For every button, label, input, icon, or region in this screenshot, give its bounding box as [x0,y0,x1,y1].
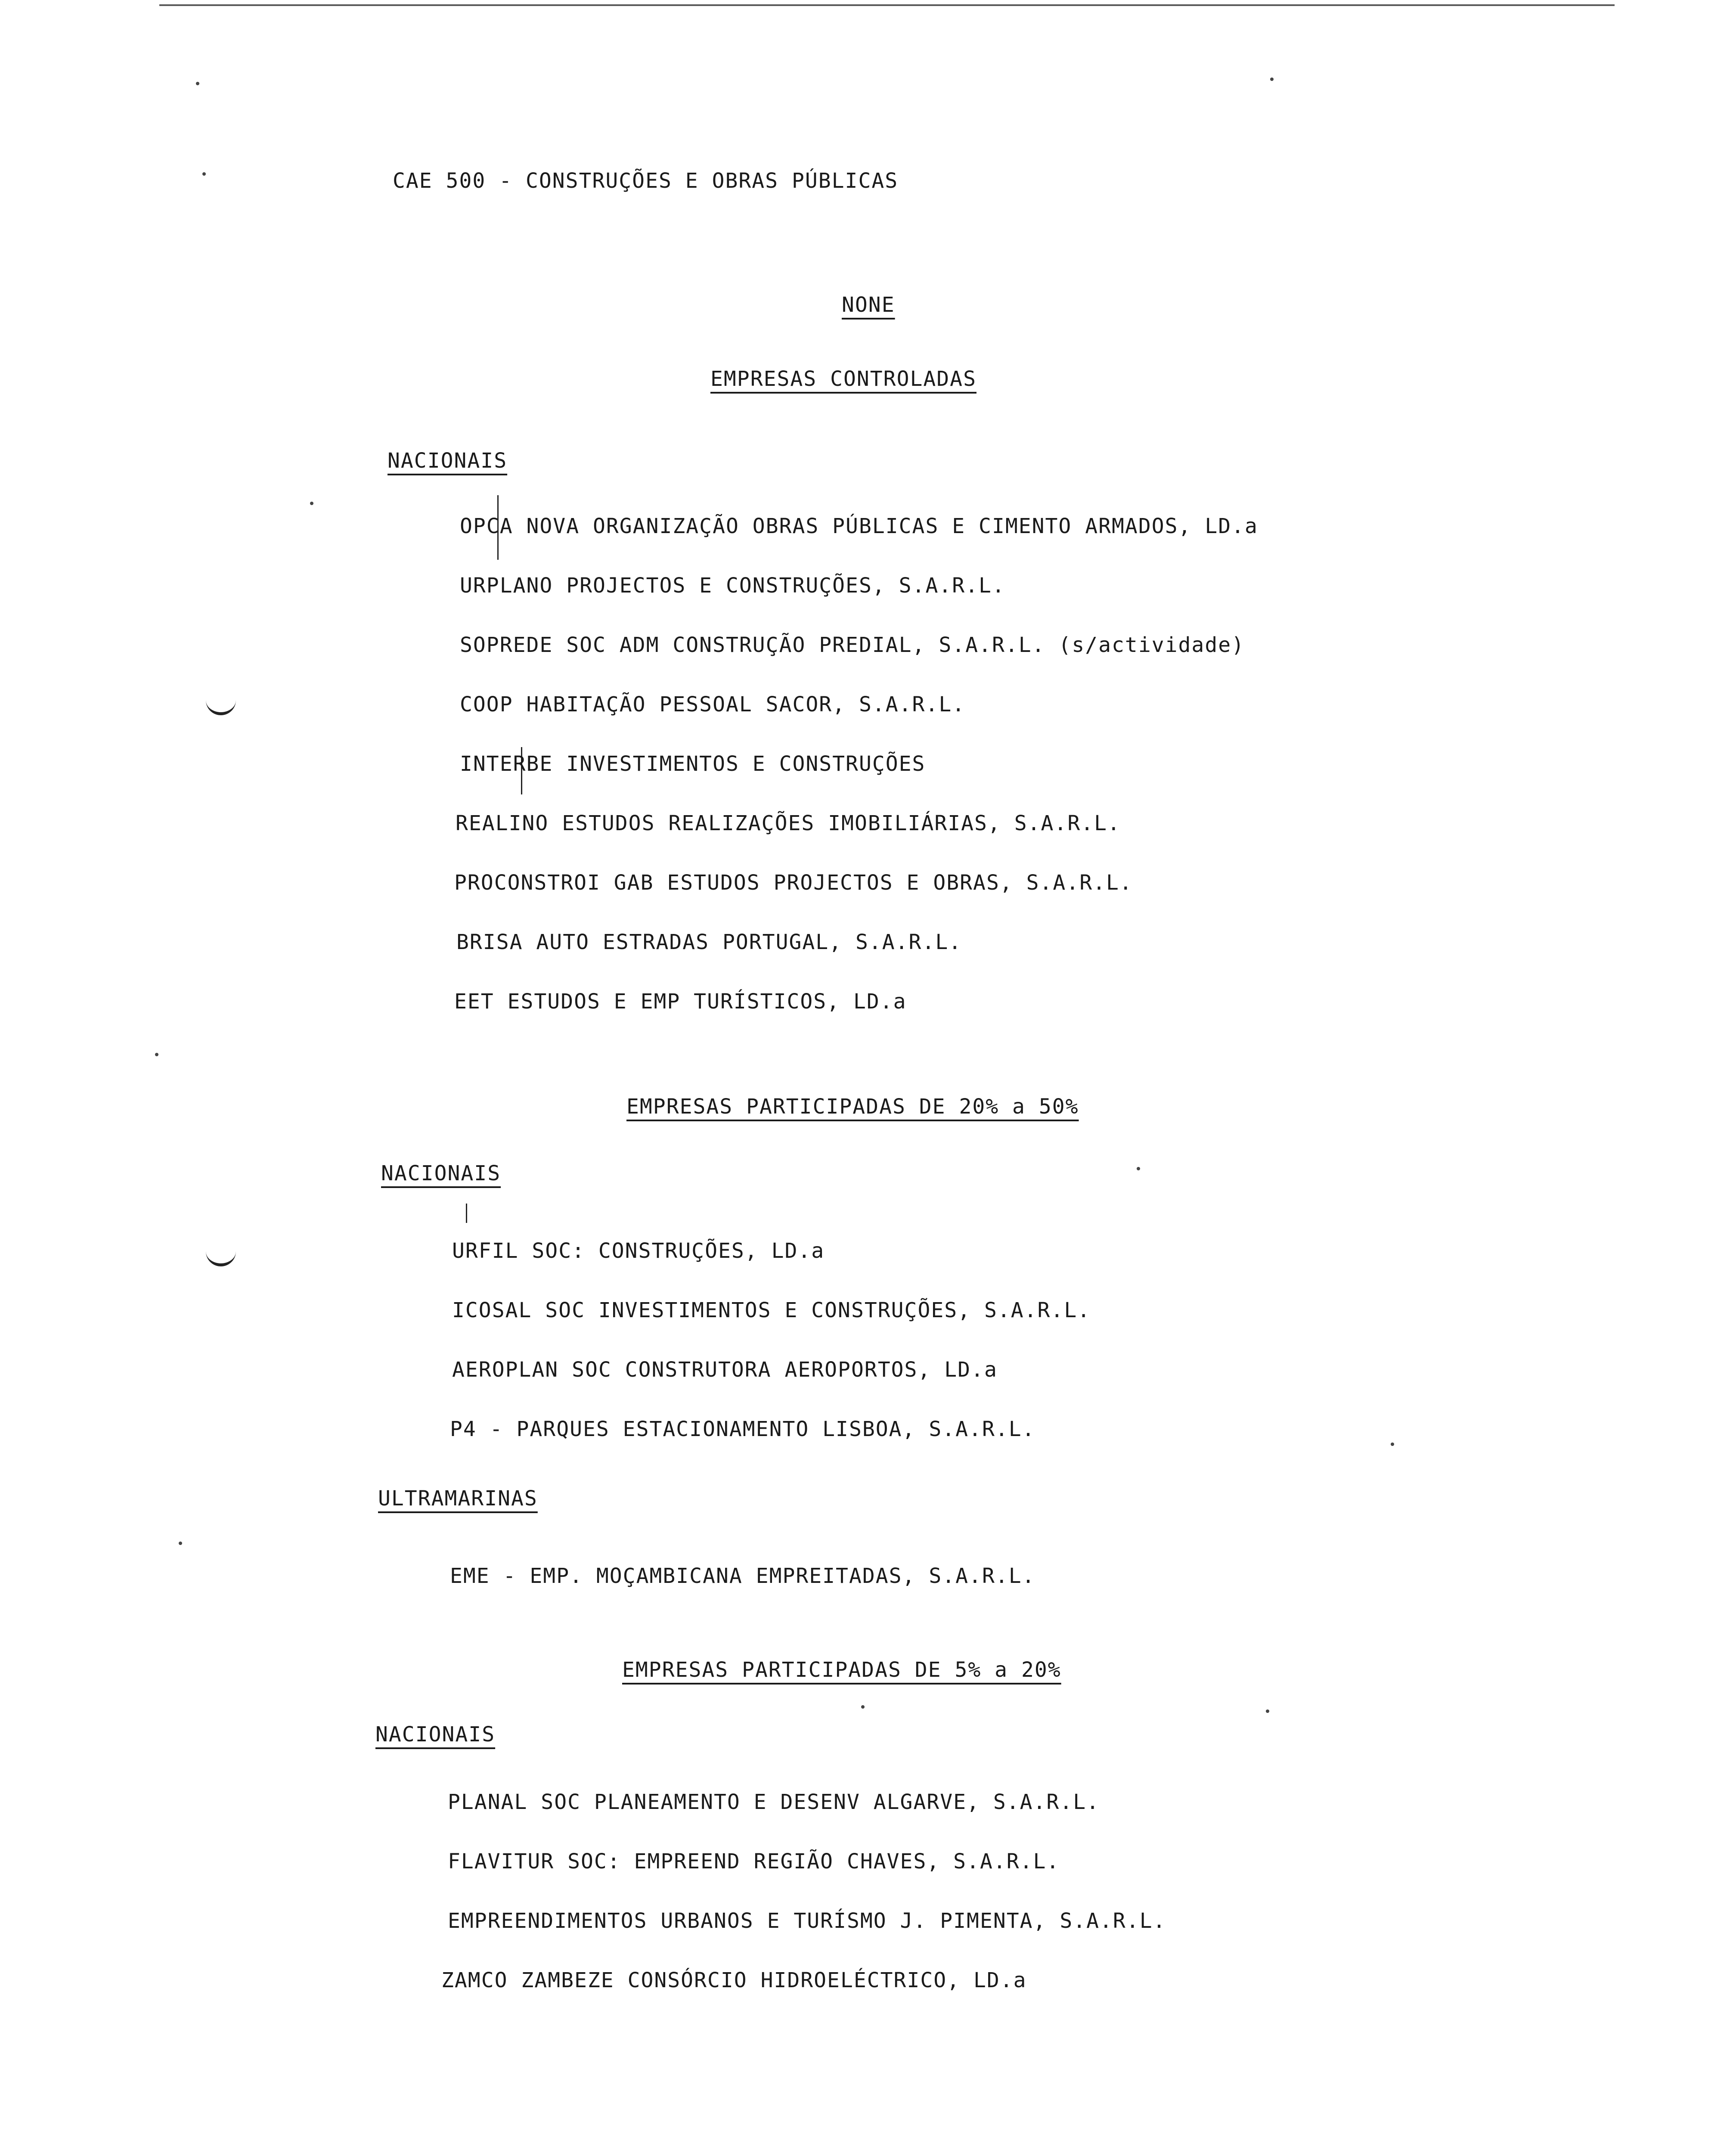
list-item: COOP HABITAÇÃO PESSOAL SACOR, S.A.R.L. [460,692,966,717]
group-label: NACIONAIS [375,1722,496,1747]
scan-speck [861,1705,865,1709]
list-item: SOPREDE SOC ADM CONSTRUÇÃO PREDIAL, S.A.R.L. (s/actividade) [460,633,1245,657]
list-item: ZAMCO ZAMBEZE CONSÓRCIO HIDROELÉCTRICO, LD.a [441,1968,1027,1992]
list-item: OPCA NOVA ORGANIZAÇÃO OBRAS PÚBLICAS E CIMENTO ARMADOS, LD.a [460,514,1258,538]
none-label: NONE [842,293,895,317]
list-item: AEROPLAN SOC CONSTRUTORA AEROPORTOS, LD.a [452,1358,998,1382]
scan-speck [202,172,206,176]
scan-speck [1266,1709,1269,1713]
section-heading: EMPRESAS PARTICIPADAS DE 20% a 50% [626,1095,1079,1119]
list-item: URPLANO PROJECTOS E CONSTRUÇÕES, S.A.R.L. [460,574,1005,598]
list-item: PLANAL SOC PLANEAMENTO E DESENV ALGARVE, S.A.R.L. [448,1790,1100,1814]
list-item: INTERBE INVESTIMENTOS E CONSTRUÇÕES [460,752,926,776]
list-item: ICOSAL SOC INVESTIMENTOS E CONSTRUÇÕES, S.A.R.L. [452,1298,1091,1322]
section-heading: EMPRESAS CONTROLADAS [710,367,976,391]
list-item: EET ESTUDOS E EMP TURÍSTICOS, LD.a [454,990,907,1014]
list-item: EME - EMP. MOÇAMBICANA EMPREITADAS, S.A.R.L. [450,1564,1035,1588]
section-heading: EMPRESAS PARTICIPADAS DE 5% a 20% [622,1658,1061,1682]
group-label: NACIONAIS [381,1161,501,1185]
list-item: URFIL SOC: CONSTRUÇÕES, LD.a [452,1239,825,1263]
list-item: P4 - PARQUES ESTACIONAMENTO LISBOA, S.A.R.L. [450,1417,1035,1441]
group-label: NACIONAIS [388,449,508,473]
scan-speck [155,1053,158,1056]
group-label: ULTRAMARINAS [378,1486,538,1511]
document-title: CAE 500 - CONSTRUÇÕES E OBRAS PÚBLICAS [393,169,899,193]
margin-tick [466,1204,467,1223]
scan-speck [196,82,199,85]
scan-speck [1391,1443,1394,1446]
list-item: EMPREENDIMENTOS URBANOS E TURÍSMO J. PIMENTA, S.A.R.L. [448,1909,1166,1933]
scan-speck [310,502,313,505]
scan-speck [179,1542,182,1545]
list-item: BRISA AUTO ESTRADAS PORTUGAL, S.A.R.L. [456,930,962,954]
list-item: FLAVITUR SOC: EMPREEND REGIÃO CHAVES, S.A.R.L. [448,1849,1060,1874]
list-item: REALINO ESTUDOS REALIZAÇÕES IMOBILIÁRIAS, S.A.R.L. [456,811,1121,835]
binder-hole-mark [206,698,236,715]
list-item: PROCONSTROI GAB ESTUDOS PROJECTOS E OBRAS, S.A.R.L. [454,871,1133,895]
scan-speck [1270,78,1274,81]
scan-speck [1137,1167,1140,1170]
top-edge-rule [159,4,1615,6]
binder-hole-mark [206,1249,236,1266]
